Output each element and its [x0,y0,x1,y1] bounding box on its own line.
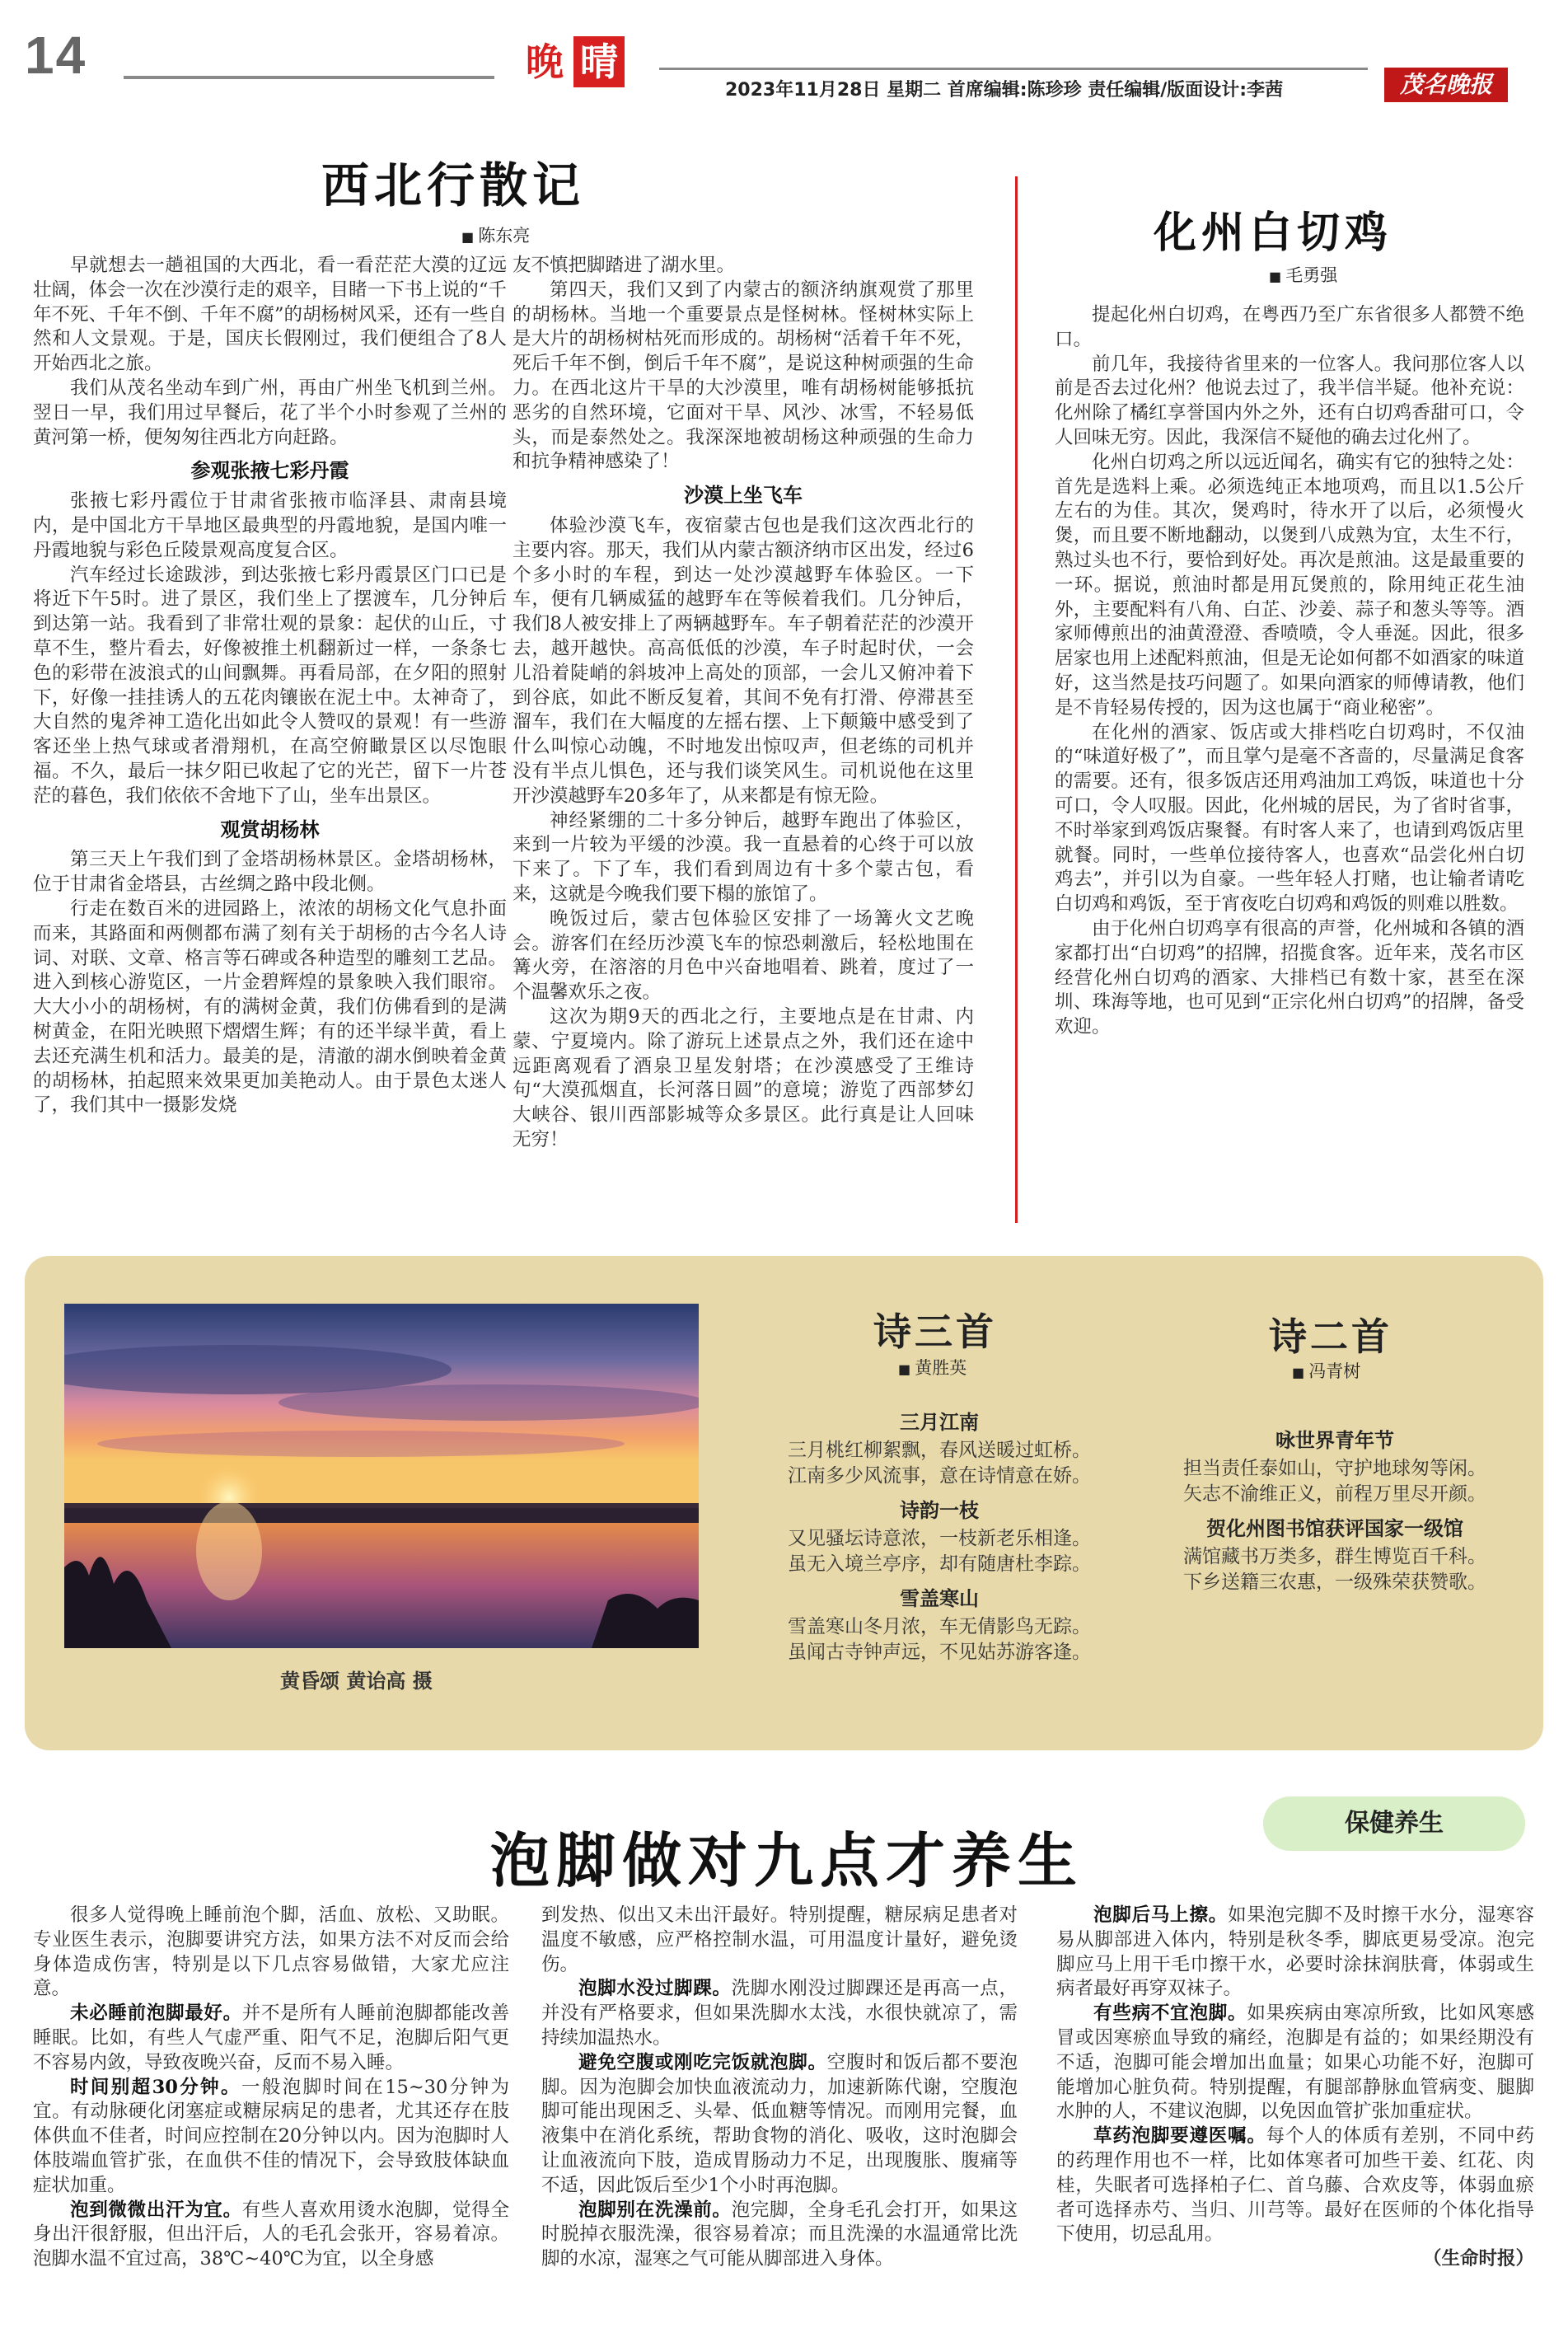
poem-line: 矢志不渝维正义，前程万里尽开颜。 [1183,1483,1486,1505]
page-number: 14 [25,26,87,85]
poem-set1-title: 诗三首 [873,1309,997,1354]
paragraph-text: 有些人喜欢用烫水泡脚，觉得全身出汗很舒服，但出汗后，人的毛孔会张开，容易着凉。泡脚水温不宜过高，38℃~40℃为宜，以全身感 [33,2199,509,2270]
paragraph-lead: 泡到微微出汗为宜。 [70,2199,242,2221]
article1-title: 西北行散记 [321,157,586,213]
paragraph-text: 每个人的体质有差别，不同中药的药理作用也不一样，比如体寒者可加些干姜、红花、肉桂，失眠者可选择柏子仁、首乌藤、合欢皮等，体弱血瘀者可选择赤芍、当归、川芎等。最好在医师的个体化指导下使用，切忌乱用。 [1056,2125,1534,2246]
paragraph [33,1904,509,2002]
paragraph: 体验沙漠飞车，夜宿蒙古包也是我们这次西北行的主要内容。那天，我们从内蒙古额济纳市区出发，经过6个多小时的车程，到达一处沙漠越野车体验区。一下车，便有几辆威猛的越野车在等候着我们。几分钟后，我们8人被安排上了两辆越野车。车子朝着茫茫的沙漠开去，越开越快。高高低低的沙漠，车子时起时伏，一会儿沿着陡峭的斜坡冲上高处的顶部，一会儿又俯冲着下到谷底，如此不断反复着，其间不免有打滑、停滞甚至溜车，我们在大幅度的左摇右摆、上下颠簸中感受到了什么叫惊心动魄，不时地发出惊叹声，但老练的司机并没有半点儿惧色，还与我们谈笑风生。司机说他在这里开沙漠越野车20多年了，从来都是有惊无险。 [513,514,974,807]
poem-name: 贺化州图书馆获评国家一级馆 [1206,1516,1463,1540]
poem-name: 诗韵一枝 [900,1498,979,1522]
paragraph: 化州白切鸡之所以远近闻名，确实有它的独特之处：首先是选料上乘。必须选纯正本地项鸡，而且以1.5公斤左右的为佳。其次，煲鸡时，待水开了以后，必须慢火煲，而且要不断地翻动，以煲到八成熟为宜，太生不行，熟过头也不行，要恰到好处。再次是煎油。这是最重要的一环。据说，煎油时都是用瓦煲煎的，除用纯正花生油外，主要配料有八角、白芷、沙姜、蒜子和葱头等等。酒家师傅煎出的油黄澄澄、香喷喷，令人垂涎。因此，很多居家也用上述配料煎油，但是无论如何都不如酒家的味道好，这当然是技巧问题了。如果向酒家的师傅请教，他们是不肯轻易传授的，因为这也属于“商业秘密”。 [1055,451,1524,719]
paragraph: 友不慎把脚踏进了湖水里。 [513,255,736,276]
paragraph [33,2199,509,2272]
article1-column-1 [33,254,507,1118]
paragraph: 行走在数百米的进园路上，浓浓的胡杨文化气息扑面而来，其路面和两侧都布满了刻有关于胡杨的古今名人诗词、对联、文章、格言等石碑或各种造型的雕刻工艺品。进入到核心游览区，一片金碧辉煌的景象映入我们眼帘。大大小小的胡杨树，有的满树金黄，我们仿佛看到的是满树黄金，在阳光映照下熠熠生辉；有的还半绿半黄，看上去还充满生机和活力。最美的是，清澈的湖水倒映着金黄的胡杨林，拍起照来效果更加美艳动人。由于景色太迷人了，我们其中一摄影发烧 [33,897,507,1117]
subheading: 沙漠上坐飞车 [684,483,803,508]
section-char-2: 晴 [573,36,625,87]
article2-body [1055,303,1524,1040]
poem-line: 虽无入境兰亭序，却有随唐杜李踪。 [788,1553,1091,1575]
paragraph-text: 泡完脚，全身毛孔会打开，如果这时脱掉衣服洗澡，很容易着凉；而且洗澡的水温通常比洗脚的水凉，湿寒之气可能从脚部进入身体。 [541,2199,1018,2270]
article3-column-2 [541,1904,1018,2272]
paragraph: 我们从茂名坐动车到广州，再由广州坐飞机到兰州。翌日一早，我们用过早餐后，花了半个小时参观了兰州的黄河第一桥，便匆匆往西北方向赶路。 [33,377,507,448]
source-credit: （生命时报） [1422,2248,1534,2270]
poem-line: 满馆藏书万类多，群生博览百千科。 [1183,1546,1486,1567]
paragraph [33,2076,509,2199]
paragraph-text: 洗脚水刚没过脚踝还是再高一点，并没有严格要求，但如果洗脚水太浅，水很快就凉了，需持续加温热水。 [541,1978,1018,2049]
paragraph-text: 空腹时和饭后都不要泡脚。因为泡脚会加快血液流动力，加速新陈代谢，空腹泡脚可能出现困乏、头晕、低血糖等情况。而刚用完餐，血液集中在消化系统，帮助食物的消化、吸收，这时泡脚会让血液流向下肢，造成胃肠动力不足，出现腹胀、腹痛等不适，因此饭后至少1个小时再泡脚。 [541,2051,1018,2196]
article2-byline: ■ 毛勇强 [1269,262,1337,287]
poem-line: 江南多少风流事，意在诗情意在娇。 [788,1465,1091,1487]
masthead-logo: 茂名晚报 [1384,68,1508,102]
paragraph-text: 很多人觉得晚上睡前泡个脚，活血、放松、又助眠。专业医生表示，泡脚要讲究方法，如果方法不对反而会给身体造成伤害，特别是以下几点容易做错，大家尤应注意。 [33,1904,509,2000]
paragraph-lead: 泡脚别在洗澡前。 [578,2199,732,2221]
article3-column-3 [1056,1904,1534,2272]
paragraph-lead: 草药泡脚要遵医嘱。 [1093,2125,1266,2148]
article3-column-1 [33,1904,509,2272]
poem-name: 咏世界青年节 [1275,1428,1394,1452]
paragraph: 神经紧绷的二十多分钟后，越野车跑出了体验区，来到一片较为平缓的沙漠。我一直悬着的心终于可以放下来了。下了车，我们看到周边有十多个蒙古包，看来，这就是今晚我们要下榻的旅馆了。 [513,809,974,905]
header-rule-left [124,76,494,79]
paragraph: 由于化州白切鸡享有很高的声誉，化州城和各镇的酒家都打出“白切鸡”的招牌，招揽食客。近年来，茂名市区经营化州白切鸡的酒家、大排档已有数十家，甚至在深圳、珠海等地，也可见到“正宗化州白切鸡”的招牌，备受欢迎。 [1055,917,1524,1038]
poem-set2-title: 诗二首 [1269,1314,1392,1359]
article2-title: 化州白切鸡 [1154,208,1393,258]
poem-set2-byline: ■ 冯青树 [1292,1358,1360,1383]
poem-name: 三月江南 [900,1410,979,1434]
column-divider [1015,176,1018,1223]
paragraph: 这次为期9天的西北之行，主要地点是在甘肃、内蒙、宁夏境内。除了游玩上述景点之外，我们还在途中远距离观看了酒泉卫星发射塔；在沙漠感受了王维诗句“大漠孤烟直，长河落日圆”的意境；游览了西部梦幻大峡谷、银川西部影城等众多景区。此行真是让人回味无穷！ [513,1005,974,1150]
paragraph-lead: 泡脚后马上擦。 [1093,1904,1229,1926]
section-char-1: 晚 [519,36,570,87]
paragraph: 晚饭过后，蒙古包体验区安排了一场篝火文艺晚会。游客们在经历沙漠飞车的惊恐刺激后，轻松地围在篝火旁，在溶溶的月色中兴奋地唱着、跳着，度过了一个温馨欢乐之夜。 [513,907,974,1004]
paragraph: 前几年，我接待省里来的一位客人。我问那位客人以前是否去过化州？他说去过了，我半信半疑。他补充说：化州除了橘红享誉国内外之外，还有白切鸡香甜可口，令人回味无穷。因此，我深信不疑他的确去过化州了。 [1055,353,1524,448]
poem-line: 三月桃红柳絮飘，春风送暖过虹桥。 [788,1440,1091,1461]
paragraph: 第三天上午我们到了金塔胡杨林景区。金塔胡杨林，位于甘肃省金塔县，古丝绸之路中段北侧。 [33,849,507,896]
poem-line: 虽闻古寺钟声远，不见姑苏游客逢。 [788,1642,1091,1663]
poem-line: 雪盖寒山冬月浓，车无倩影鸟无踪。 [788,1616,1091,1637]
poem-line: 下乡送籍三农惠，一级殊荣获赞歌。 [1183,1572,1486,1593]
paragraph [1056,2124,1534,2247]
photo-caption: 黄昏颂 黄诒高 摄 [280,1670,433,1693]
paragraph-text: 如果疾病由寒凉所致，比如风寒感冒或因寒瘀血导致的痛经，泡脚是有益的；如果经期没有不适，泡脚可能会增加出血量；如果心功能不好，泡脚可能增加心脏负荷。特别提醒，有腿部静脉血管病变、腿脚水肿的人，不建议泡脚，以免因血管扩张加重症状。 [1056,2002,1534,2123]
paragraph-text: 如果泡完脚不及时擦干水分，湿寒容易从脚部进入体内，特别是秋冬季，脚底更易受凉。泡完脚应马上用干毛巾擦干水，必要时涂抹润肤膏，体弱或生病者最好再穿双袜子。 [1056,1904,1534,2000]
paragraph [541,1977,1018,2050]
header-rule-right [659,68,1368,70]
paragraph: 在化州的酒家、饭店或大排档吃白切鸡时，不仅油的“味道好极了”，而且掌勺是毫不吝啬的，尽量满足食客的需要。还有，很多饭店还用鸡油加工鸡饭，味道也十分可口，令人叹服。因此，化州城的居民，为了省时省事，不时举家到鸡饭店聚餐。有时客人来了，也请到鸡饭店里就餐。同时，一些单位接待客人，也喜欢“品尝化州白切鸡去”，并引以为自豪。一些年轻人打赌，也让输者请吃白切鸡和鸡饭，至于宵夜吃白切鸡和鸡饭的则难以胜数。 [1055,721,1524,916]
paragraph-text: 一般泡脚时间在15~30分钟为宜。有动脉硬化闭塞症或糖尿病足的患者，尤其还存在肢体供血不佳者，时间应控制在20分钟以内。因为泡脚时人体肢端血管扩张，在血供不佳的情况下，会导致肢体缺血症状加重。 [33,2076,509,2196]
paragraph [33,2002,509,2075]
header-info: 2023年11月28日 星期二 首席编辑:陈珍珍 责任编辑/版面设计:李茜 [725,80,1284,101]
paragraph-lead: 未必睡前泡脚最好。 [70,2002,242,2025]
paragraph [541,1904,1018,1977]
paragraph: 提起化州白切鸡，在粤西乃至广东省很多人都赞不绝口。 [1055,304,1524,350]
subheading: 观赏胡杨林 [220,817,320,841]
paragraph: 汽车经过长途跋涉，到达张掖七彩丹霞景区门口已是将近下午5时。进了景区，我们坐上了摆渡车，几分钟后到达第一站。我看到了非常壮观的景象：起伏的山丘，寸草不生，整片看去，好像被推土机翻新过一样，一条条七色的彩带在波浪式的山间飘舞。再看局部，在夕阳的照射下，好像一挂挂诱人的五花肉镶嵌在泥土中。太神奇了，大自然的鬼斧神工造化出如此令人赞叹的景观！有一些游客还坐上热气球或者滑翔机，在高空俯瞰景区以尽饱眼福。不久，最后一抹夕阳已收起了它的光芒，留下一片苍茫的暮色，我们依依不舍地下了山，坐车出景区。 [33,564,507,807]
sunset-photo [64,1304,699,1648]
paragraph-text: 到发热、似出又未出汗最好。特别提醒，糖尿病足患者对温度不敏感，应严格控制水温，可用温度计量好，避免烫伤。 [541,1904,1018,1975]
paragraph: 第四天，我们又到了内蒙古的额济纳旗观赏了那里的胡杨林。当地一个重要景点是怪树林。怪树林实际上是大片的胡杨树枯死而形成的。胡杨树“活着千年不死，死后千年不倒，倒后千年不腐”，是说这种树顽强的生命力。在西北这片干旱的大沙漠里，唯有胡杨树能够抵抗恶劣的自然环境，它面对干旱、风沙、冰雪，不轻易低头，而是泰然处之。我深深地被胡杨这种顽强的生命力和抗争精神感染了！ [513,279,974,473]
section-logo [519,36,625,87]
poem-line: 又见骚坛诗意浓，一枝新老乐相逢。 [788,1528,1091,1549]
paragraph [1056,2002,1534,2124]
paragraph: 早就想去一趟祖国的大西北，看一看茫茫大漠的辽远壮阔，体会一次在沙漠行走的艰辛，目睹一下书上说的“千年不死、千年不倒、千年不腐”的胡杨树风采，还有一些自然和人文景观。于是，国庆长假刚过，我们便组合了8人开始西北之旅。 [33,255,507,375]
sunset-photo-image [64,1304,699,1648]
article1-byline: ■ 陈东亮 [461,222,530,247]
paragraph [1056,1904,1534,2002]
poem-line: 担当责任泰如山，守护地球匆等闲。 [1183,1458,1486,1479]
subheading: 参观张掖七彩丹霞 [190,458,349,483]
paragraph: 张掖七彩丹霞位于甘肃省张掖市临泽县、肃南县境内，是中国北方干旱地区最典型的丹霞地貌，是国内唯一丹霞地貌与彩色丘陵景观高度复合区。 [33,490,507,561]
paragraph [541,2199,1018,2272]
poem-set1-byline: ■ 黄胜英 [898,1355,967,1379]
article3-title: 泡脚做对九点才养生 [490,1826,1084,1895]
paragraph-lead: 泡脚水没过脚踝。 [578,1978,732,2000]
paragraph-lead: 时间别超30分钟。 [70,2076,241,2098]
paragraph-lead: 避免空腹或刚吃完饭就泡脚。 [578,2051,827,2073]
section-badge: 保健养生 [1263,1796,1525,1851]
poem-name: 雪盖寒山 [900,1586,979,1610]
paragraph-text: 并不是所有人睡前泡脚都能改善睡眠。比如，有些人气虚严重、阳气不足，泡脚后阳气更不容易内敛，导致夜晚兴奋，反而不易入睡。 [33,2002,509,2073]
paragraph [541,2051,1018,2199]
poem-set1-body [742,1401,1137,1665]
paragraph-lead: 有些病不宜泡脚。 [1093,2002,1247,2025]
article1-column-2 [513,254,974,1153]
poem-set2-body [1137,1419,1533,1595]
